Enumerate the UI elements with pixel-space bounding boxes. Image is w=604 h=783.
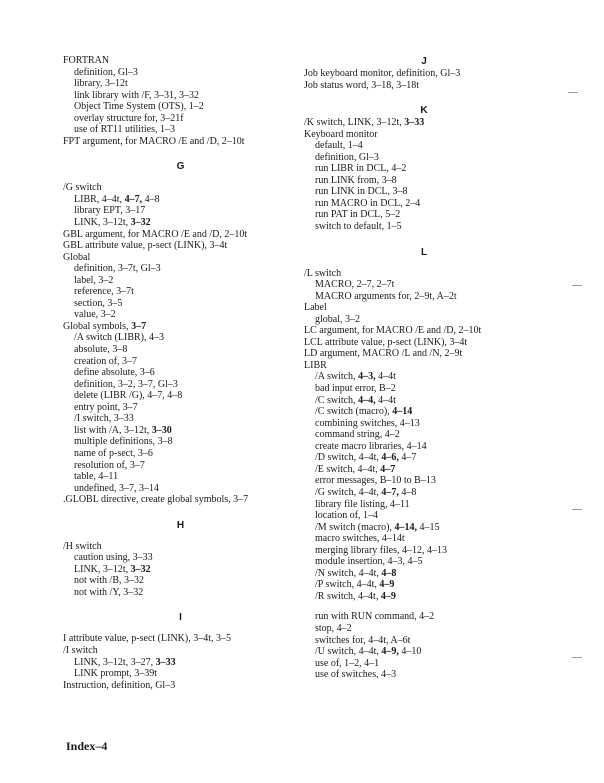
index-subentry [304, 499, 544, 511]
index-subentry [63, 436, 298, 448]
index-subentry [304, 669, 544, 681]
index-subentry [63, 275, 298, 287]
entry-text: table, 4–11 [74, 471, 119, 483]
entry-text: delete (LIBR /G), 4–7, 4–8 [74, 390, 183, 402]
entry-text: run with RUN command, 4–2 [315, 611, 435, 623]
entry-text: use of, 1–2, 4–1 [315, 657, 380, 669]
entry-text: label, 3–2 [74, 274, 114, 286]
spacer [63, 532, 298, 541]
spacer [304, 259, 544, 268]
entry-text: definition, Gl–3 [315, 151, 379, 163]
page-number: Index–4 [66, 739, 108, 753]
index-subentry [63, 124, 298, 136]
entry-text: use of RT11 utilities, 1–3 [74, 124, 175, 136]
entry-text: not with /Y, 3–32 [74, 586, 144, 598]
entry-text: Keyboard monitor [304, 128, 378, 140]
entry-text: value, 3–2 [74, 309, 116, 321]
entry-text-tail: 4–15 [416, 521, 440, 533]
index-entry [63, 182, 298, 194]
section-letter-heading: K [420, 105, 428, 117]
index-entry [304, 360, 544, 372]
primary-page-reference: 4–4, [358, 394, 376, 406]
index-subentry [63, 101, 298, 113]
index-subentry [63, 448, 298, 460]
entry-text: /D switch, 4–4t, [315, 452, 382, 464]
entry-text: /L switch [304, 267, 342, 279]
entry-text-tail: 4–4t [375, 394, 396, 406]
index-subentry [63, 286, 298, 298]
index-entry [304, 268, 544, 280]
section-letter-heading: J [421, 56, 427, 67]
spacer [63, 173, 298, 182]
entry-text: Job keyboard monitor, definition, Gl–3 [304, 68, 461, 79]
index-entry [304, 129, 544, 141]
index-subentry [63, 309, 298, 321]
entry-text: GBL argument, for MACRO /E and /D, 2–10t [63, 228, 248, 240]
index-entry [63, 321, 298, 333]
entry-text-tail: 4–10 [398, 646, 422, 658]
spacer [63, 598, 298, 611]
entry-text: GBL attribute value, p-sect (LINK), 3–4t [63, 240, 228, 252]
margin-mark [572, 509, 582, 510]
index-subentry [63, 113, 298, 125]
index-subentry [63, 564, 298, 576]
index-subentry [63, 460, 298, 472]
index-entry [63, 541, 298, 553]
primary-page-reference: 3–32 [130, 217, 151, 229]
entry-text: Job status word, 3–18, 3–18t [304, 79, 419, 91]
entry-text: .GLOBL directive, create global symbols, 3–7 [63, 494, 249, 506]
index-subentry [304, 221, 544, 233]
primary-page-reference: 3–30 [151, 424, 172, 436]
index-subentry [304, 475, 544, 487]
primary-page-reference: 4–8 [381, 567, 397, 579]
entry-text: /R switch, 4–4t, [315, 590, 381, 602]
entry-text: stop, 4–2 [315, 622, 352, 634]
index-subentry [304, 510, 544, 522]
section-letter-heading: H [176, 519, 185, 531]
index-subentry [304, 623, 544, 635]
spacer [63, 506, 298, 519]
entry-text: /I switch [63, 644, 98, 656]
entry-text: creation of, 3–7 [74, 355, 138, 367]
index-entry [304, 117, 544, 129]
index-subentry [304, 152, 544, 164]
entry-text: LINK, 3–12t, [74, 563, 131, 575]
entry-text: /A switch, [315, 371, 359, 383]
entry-text: /H switch [63, 540, 102, 552]
index-subentry [304, 406, 544, 418]
entry-text: /G switch, 4–4t, [315, 486, 382, 498]
index-entry [63, 229, 298, 241]
primary-page-reference: 4–14, [394, 521, 417, 533]
entry-text: Object Time System (OTS), 1–2 [74, 101, 204, 113]
entry-text: run MACRO in DCL, 2–4 [315, 197, 421, 209]
entry-text: error messages, B–10 to B–13 [315, 475, 436, 487]
entry-text: Global [63, 251, 91, 263]
index-subentry [63, 332, 298, 344]
index-entry [304, 68, 544, 80]
index-subentry [304, 429, 544, 441]
index-entry [63, 240, 298, 252]
index-subentry [304, 591, 544, 603]
entry-text: library EPT, 3–17 [74, 205, 146, 217]
entry-text: /U switch, 4–4t, [315, 646, 382, 658]
entry-text: /E switch, 4–4t, [315, 463, 381, 475]
entry-text: list with /A, 3–12t, [74, 424, 152, 436]
entry-text: command string, 4–2 [315, 429, 400, 441]
index-entry [63, 680, 298, 692]
entry-text: default, 1–4 [315, 140, 363, 152]
entry-text: MACRO, 2–7, 2–7t [315, 279, 395, 291]
index-subentry [63, 263, 298, 275]
entry-text: location of, 1–4 [315, 510, 379, 522]
entry-text: LC argument, for MACRO /E and /D, 2–10t [304, 325, 482, 337]
index-subentry [304, 198, 544, 210]
index-subentry [304, 533, 544, 545]
margin-mark [568, 92, 578, 93]
entry-text: combining switches, 4–13 [315, 417, 420, 429]
entry-text: entry point, 3–7 [74, 401, 138, 413]
entry-text: bad input error, B–2 [315, 383, 396, 395]
entry-text: name of p-sect, 3–6 [74, 447, 153, 459]
entry-text: LIBR [304, 359, 327, 371]
index-subentry [304, 556, 544, 568]
index-subentry [304, 395, 544, 407]
index-subentry [304, 464, 544, 476]
margin-mark [572, 285, 582, 286]
entry-text: definition, Gl–3 [74, 66, 138, 78]
index-entry [63, 633, 298, 645]
index-subentry [63, 575, 298, 587]
index-entry [304, 348, 544, 360]
index-entry [304, 325, 544, 337]
index-subentry [304, 209, 544, 221]
index-subentry [63, 90, 298, 102]
index-subentry [304, 291, 544, 303]
spacer [63, 147, 298, 160]
entry-text: global, 3–2 [315, 313, 360, 325]
index-subentry [63, 194, 298, 206]
entry-text: /G switch [63, 182, 102, 194]
entry-text-tail: 4–4t [375, 371, 396, 383]
index-entry [304, 302, 544, 314]
entry-text: run LINK from, 3–8 [315, 174, 397, 186]
index-subentry [63, 413, 298, 425]
index-subentry [63, 587, 298, 599]
primary-page-reference: 3–32 [130, 563, 151, 575]
primary-page-reference: 4–6, [381, 452, 399, 464]
index-subentry [63, 217, 298, 229]
entry-text: create macro libraries, 4–14 [315, 440, 427, 452]
entry-text: MACRO arguments for, 2–9t, A–2t [315, 290, 457, 302]
index-entry [63, 55, 298, 67]
section-letter-heading: L [420, 246, 428, 258]
entry-text: library, 3–12t [74, 78, 128, 90]
index-subentry [304, 568, 544, 580]
entry-text: multiple definitions, 3–8 [74, 436, 173, 448]
entry-text: run PAT in DCL, 5–2 [315, 209, 401, 221]
entry-text: link library with /F, 3–31, 3–32 [74, 89, 200, 101]
index-column-right [304, 55, 544, 681]
entry-text: not with /B, 3–32 [74, 575, 145, 587]
index-subentry [63, 668, 298, 680]
index-subentry [63, 205, 298, 217]
entry-text: definition, 3–7t, Gl–3 [74, 263, 161, 275]
spacer [63, 624, 298, 633]
entry-text: Label [304, 302, 327, 314]
index-subentry [304, 371, 544, 383]
entry-text: /I switch, 3–33 [74, 413, 134, 425]
index-entry [63, 136, 298, 148]
entry-text: LINK, 3–12t, 3–27, [74, 656, 156, 668]
primary-page-reference: 3–7 [131, 320, 147, 332]
entry-text: macro switches, 4–14t [315, 533, 405, 545]
index-subentry [304, 175, 544, 187]
entry-text: LINK prompt, 3–39t [74, 668, 158, 680]
entry-text: module insertion, 4–3, 4–5 [315, 556, 423, 568]
index-subentry [304, 163, 544, 175]
entry-text: /M switch (macro), [315, 521, 395, 533]
index-subentry [63, 367, 298, 379]
entry-text: define absolute, 3–6 [74, 367, 155, 379]
entry-text: FORTRAN [63, 55, 110, 66]
primary-page-reference: 4–9, [381, 646, 399, 658]
index-subentry [304, 314, 544, 326]
index-subentry [304, 383, 544, 395]
index-column-left [63, 55, 298, 691]
index-subentry [304, 579, 544, 591]
entry-text: run LINK in DCL, 3–8 [315, 186, 408, 198]
entry-text: FPT argument, for MACRO /E and /D, 2–10t [63, 135, 245, 147]
entry-text: /C switch (macro), [315, 406, 393, 418]
entry-text: /N switch, 4–4t, [315, 567, 382, 579]
entry-text-tail: 4–8 [398, 486, 417, 498]
index-subentry [63, 78, 298, 90]
index-subentry [63, 425, 298, 437]
spacer [304, 233, 544, 246]
index-entry [304, 337, 544, 349]
index-subentry [63, 298, 298, 310]
entry-text: definition, 3–2, 3–7, Gl–3 [74, 378, 178, 390]
index-subentry [304, 522, 544, 534]
index-subentry [63, 471, 298, 483]
primary-page-reference: 4–7 [380, 463, 396, 475]
primary-page-reference: 4–9 [379, 579, 395, 591]
index-entry [63, 645, 298, 657]
index-entry [304, 80, 544, 92]
entry-text: Instruction, definition, Gl–3 [63, 679, 176, 691]
index-subentry [304, 487, 544, 499]
index-subentry [304, 611, 544, 623]
primary-page-reference: 4–14 [392, 406, 413, 418]
entry-text: merging library files, 4–12, 4–13 [315, 544, 448, 556]
index-subentry [304, 186, 544, 198]
index-subentry [304, 140, 544, 152]
index-subentry [304, 279, 544, 291]
primary-page-reference: 4–7, [124, 193, 143, 205]
entry-text: section, 3–5 [74, 297, 123, 309]
index-subentry [304, 658, 544, 670]
spacer [304, 602, 544, 611]
index-entry [63, 252, 298, 264]
spacer [304, 91, 544, 104]
index-subentry [304, 452, 544, 464]
entry-text: library file listing, 4–11 [315, 498, 410, 510]
section-letter-heading: G [176, 161, 185, 173]
entry-text: resolution of, 3–7 [74, 459, 145, 471]
entry-text-tail: 4–8 [142, 193, 160, 205]
entry-text: Global symbols, [63, 320, 132, 332]
entry-text: LINK, 3–12t, [74, 217, 131, 229]
entry-text: /K switch, LINK, 3–12t, [304, 117, 405, 129]
index-subentry [63, 483, 298, 495]
section-letter-heading: I [179, 612, 182, 624]
index-subentry [304, 545, 544, 557]
entry-text: caution using, 3–33 [74, 552, 153, 564]
entry-text: use of switches, 4–3 [315, 669, 397, 681]
index-subentry [63, 379, 298, 391]
index-subentry [63, 552, 298, 564]
index-subentry [63, 356, 298, 368]
entry-text: switch to default, 1–5 [315, 221, 402, 233]
index-subentry [304, 635, 544, 647]
index-entry [63, 494, 298, 506]
primary-page-reference: 3–33 [155, 656, 176, 668]
index-subentry [304, 418, 544, 430]
entry-text: absolute, 3–8 [74, 344, 128, 356]
index-subentry [63, 657, 298, 669]
index-subentry [63, 67, 298, 79]
entry-text: overlay structure for, 3–21f [74, 112, 184, 124]
entry-text: run LIBR in DCL, 4–2 [315, 163, 407, 175]
entry-text: switches for, 4–4t, A–6t [315, 634, 411, 646]
entry-text: LD argument, MACRO /L and /N, 2–9t [304, 348, 463, 360]
entry-text: LCL attribute value, p-sect (LINK), 3–4t [304, 336, 468, 348]
margin-mark [572, 657, 582, 658]
entry-text-tail: 4–7 [398, 452, 417, 464]
index-subentry [63, 344, 298, 356]
primary-page-reference: 4–3, [358, 371, 376, 383]
entry-text: /A switch (LIBR), 4–3 [74, 332, 164, 344]
entry-text: /C switch, [315, 394, 359, 406]
index-subentry [63, 390, 298, 402]
entry-text: undefined, 3–7, 3–14 [74, 482, 159, 494]
index-subentry [63, 402, 298, 414]
entry-text: reference, 3–7t [74, 286, 134, 298]
entry-text: /P switch, 4–4t, [315, 579, 380, 591]
entry-text: I attribute value, p-sect (LINK), 3–4t, 3–5 [63, 633, 232, 645]
primary-page-reference: 4–7, [381, 486, 399, 498]
entry-text: LIBR, 4–4t, [74, 193, 125, 205]
primary-page-reference: 3–33 [404, 117, 425, 129]
index-subentry [304, 646, 544, 658]
primary-page-reference: 4–9 [380, 590, 396, 602]
index-subentry [304, 441, 544, 453]
